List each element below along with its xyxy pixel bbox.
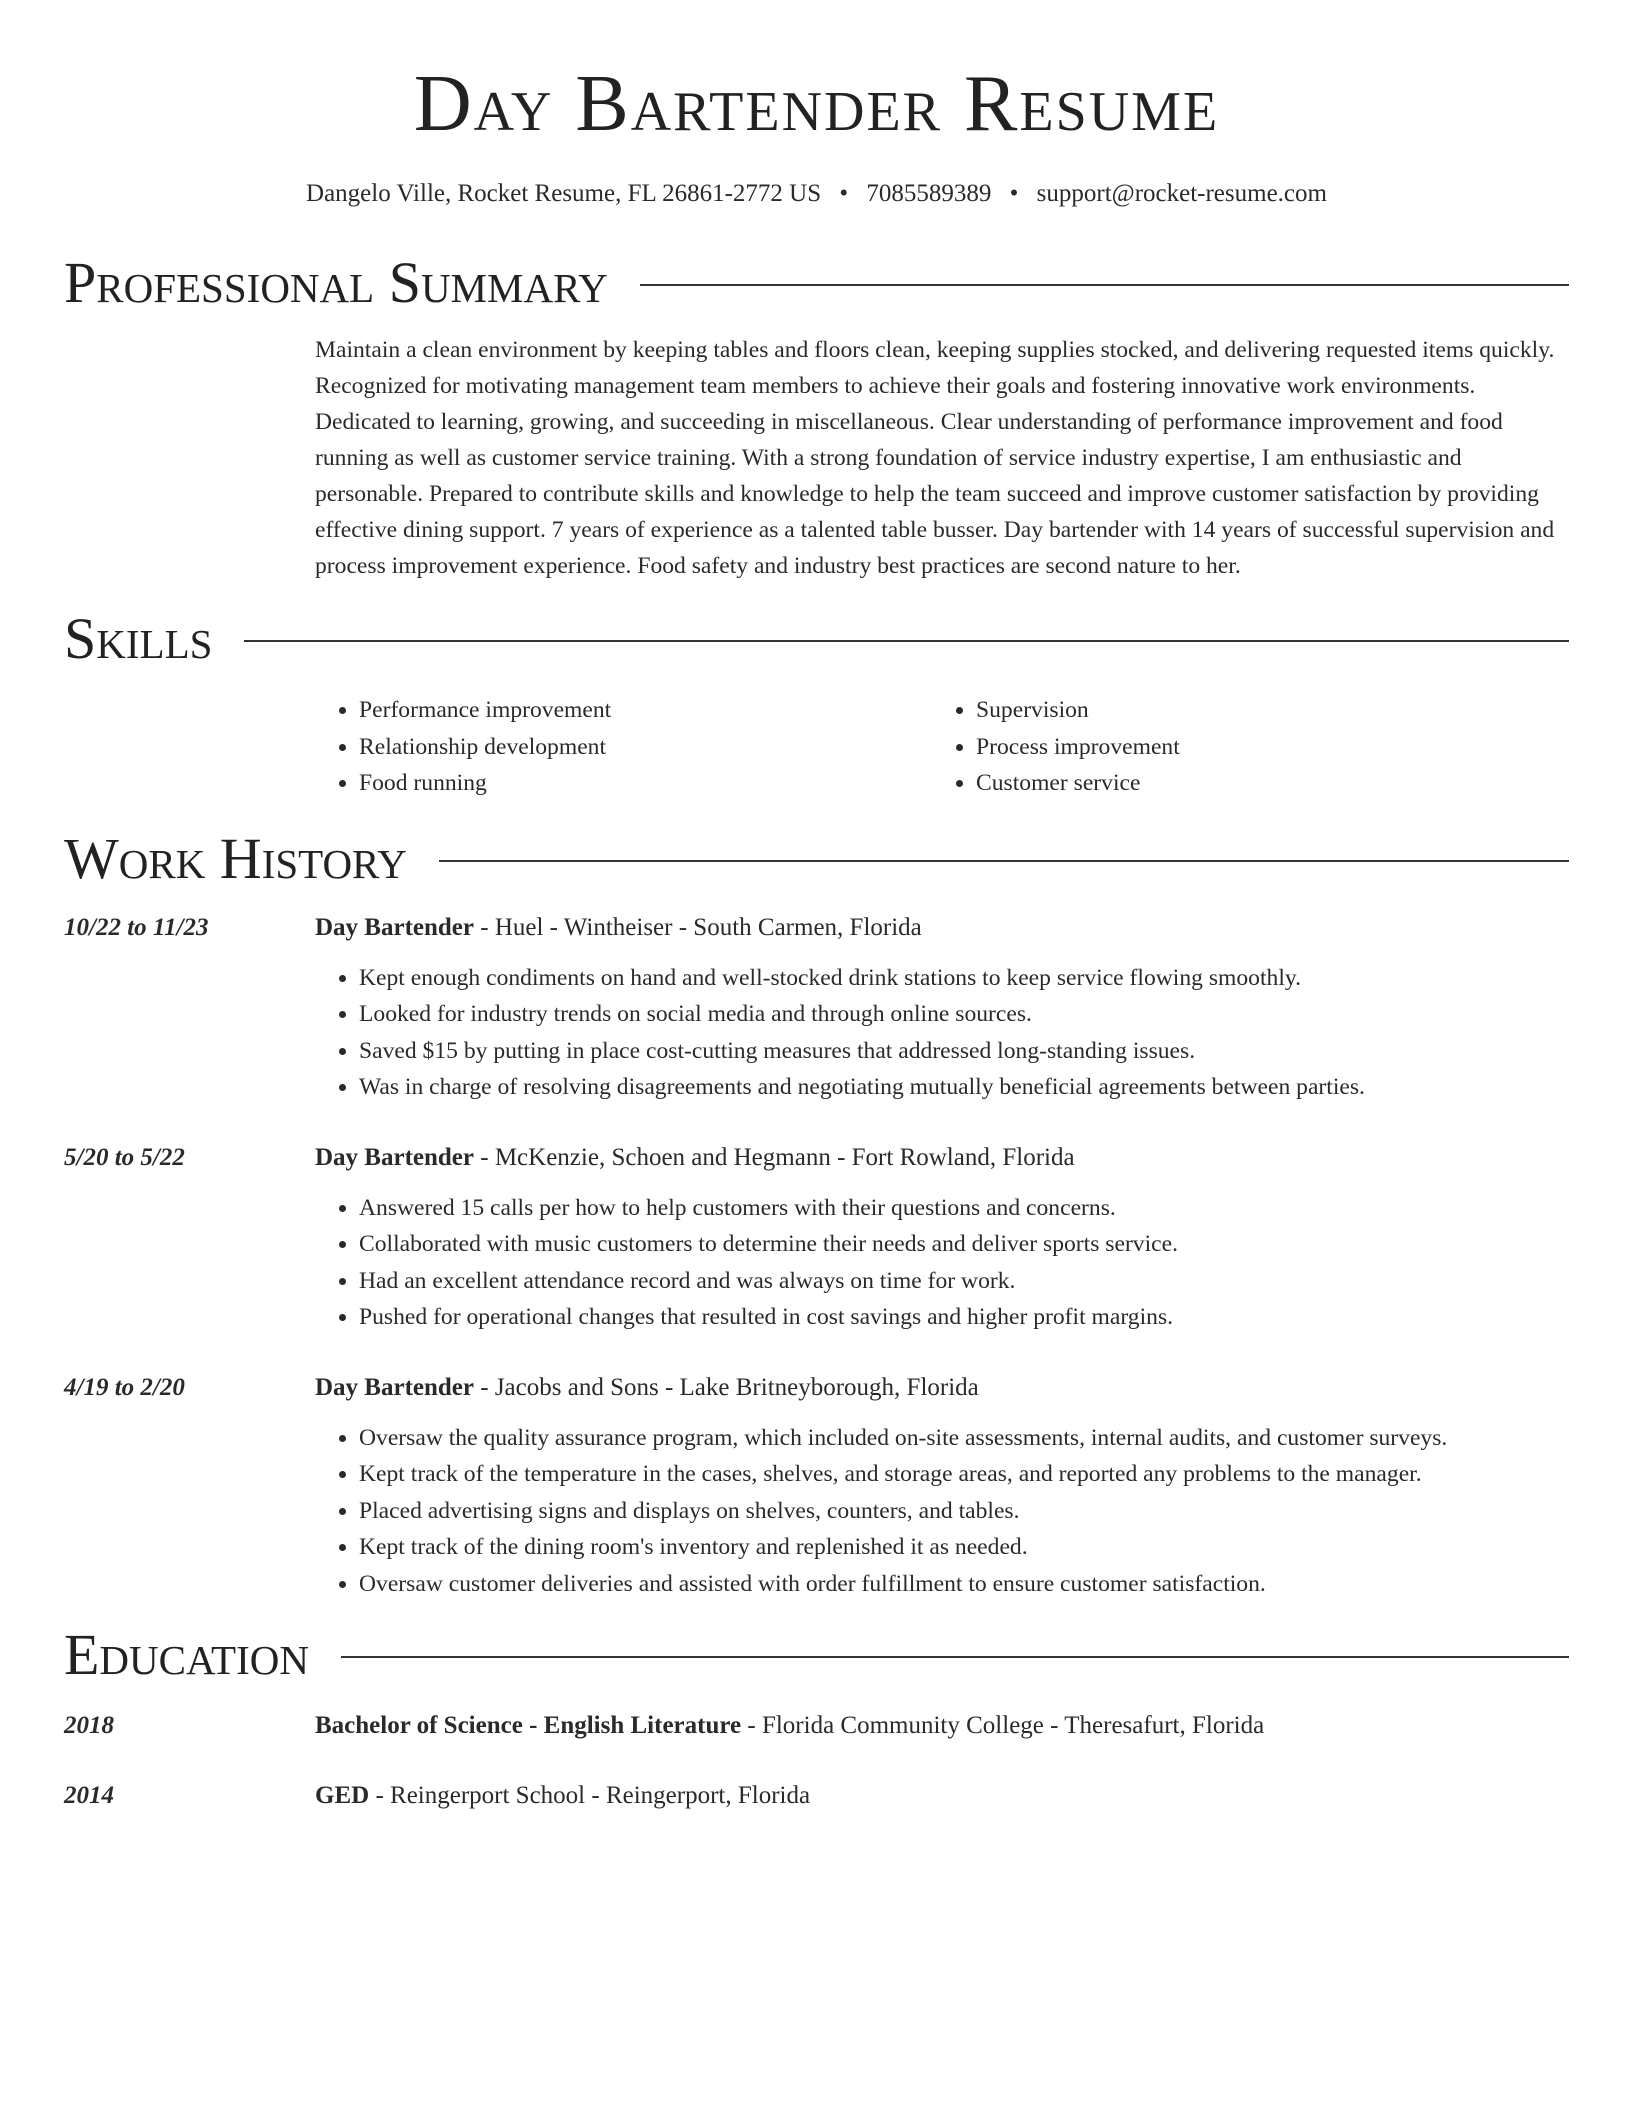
- work-history-list: [64, 910, 1569, 1603]
- job-bullets: [315, 1420, 1569, 1603]
- job-bullet: • Collaborated with music customers to determine their needs and deliver sports service.: [359, 1226, 1569, 1263]
- job-dates: 10/22 to 11/23: [64, 913, 209, 941]
- job-details: - Huel - Wintheiser - South Carmen, Florida: [474, 913, 922, 941]
- job-bullet: • Was in charge of resolving disagreements and negotiating mutually beneficial agreements between parties.: [359, 1069, 1569, 1106]
- education-heading-line: [315, 1778, 1569, 1814]
- job-details: - McKenzie, Schoen and Hegmann - Fort Rowland, Florida: [474, 1143, 1075, 1171]
- contact-email: support@rocket-resume.com: [1036, 180, 1327, 207]
- job-title: Day Bartender: [315, 1373, 474, 1401]
- resume-page: [64, 0, 1569, 1814]
- skill-item: • Process improvement: [976, 729, 1532, 766]
- job-bullet: • Looked for industry trends on social media and through online sources.: [359, 996, 1569, 1033]
- education-entry: [64, 1778, 1569, 1814]
- job-heading: [315, 910, 1569, 946]
- job-bullet: • Oversaw customer deliveries and assisted with order fulfillment to ensure customer satisfaction.: [359, 1566, 1569, 1603]
- job-heading: [315, 1370, 1569, 1406]
- job-body: [315, 1140, 1569, 1336]
- section-divider: [439, 860, 1569, 862]
- skill-item: • Relationship development: [359, 729, 932, 766]
- contact-phone: 7085589389: [866, 180, 992, 207]
- skill-item: • Supervision: [976, 692, 1532, 729]
- contact-separator: •: [839, 180, 849, 207]
- job-bullet: • Answered 15 calls per how to help customers with their questions and concerns.: [359, 1190, 1569, 1227]
- job-title: Day Bartender: [315, 1143, 474, 1171]
- education-list: [64, 1708, 1569, 1814]
- job-bullet: • Saved $15 by putting in place cost-cutting measures that addressed long-standing issues.: [359, 1033, 1569, 1070]
- education-details: - Florida Community College - Theresafurt, Florida: [741, 1712, 1265, 1739]
- job-bullets: [315, 960, 1569, 1106]
- work-heading: Work History: [64, 825, 407, 891]
- skills-heading: Skills: [64, 606, 213, 671]
- education-degree: Bachelor of Science - English Literature: [315, 1712, 742, 1739]
- job-bullet: • Pushed for operational changes that resulted in cost savings and higher profit margins.: [359, 1299, 1569, 1336]
- job-entry: [64, 1140, 1569, 1336]
- contact-line: [64, 180, 1569, 208]
- job-dates: 5/20 to 5/22: [64, 1143, 185, 1171]
- skill-item: • Food running: [359, 765, 932, 802]
- skills-column-left: [315, 692, 932, 802]
- skill-item: • Performance improvement: [359, 692, 932, 729]
- education-heading: Education: [64, 1622, 309, 1687]
- job-body: [315, 910, 1569, 1106]
- job-bullets: [315, 1190, 1569, 1336]
- job-heading: [315, 1140, 1569, 1176]
- job-entry: [64, 1370, 1569, 1603]
- education-entry: [64, 1708, 1569, 1744]
- job-bullet: • Kept enough condiments on hand and well-stocked drink stations to keep service flowing smoothly.: [359, 960, 1569, 997]
- education-section-header: [64, 1624, 1569, 1686]
- education-heading-line: [315, 1708, 1569, 1744]
- job-title: Day Bartender: [315, 913, 474, 941]
- resume-title: Day Bartender Resume: [413, 60, 1220, 148]
- section-divider: [640, 284, 1569, 286]
- education-year: 2014: [64, 1782, 114, 1809]
- education-degree: GED: [315, 1782, 370, 1809]
- education-year: 2018: [64, 1712, 114, 1739]
- summary-text: Maintain a clean environment by keeping tables and floors clean, keeping supplies stocked, and delivering requested items quickly. Recognized for motivating management team members to achieve their goals and fostering innovative work environments. Dedicated to learning, growing, and succeeding in miscellaneous. Clear understanding of performance improvement and food running as well as customer service training. With a strong foundation of service industry expertise, I am enthusiastic and personable. Prepared to contribute skills and knowledge to help the team succeed and improve customer satisfaction by providing effective dining support. 7 years of experience as a talented table busser. Day bartender with 14 years of successful supervision and process improvement experience. Food safety and industry best practices are second nature to her.: [315, 337, 1555, 579]
- education-body: [315, 1778, 1569, 1814]
- job-bullet: • Placed advertising signs and displays on shelves, counters, and tables.: [359, 1493, 1569, 1530]
- job-body: [315, 1370, 1569, 1603]
- skills-list: [315, 692, 1569, 802]
- job-bullet: • Oversaw the quality assurance program, which included on-site assessments, internal audits, and customer surveys.: [359, 1420, 1569, 1457]
- contact-address: Dangelo Ville, Rocket Resume, FL 26861-2772 US: [306, 180, 822, 207]
- summary-section-header: [64, 252, 1569, 314]
- education-details: - Reingerport School - Reingerport, Florida: [369, 1782, 811, 1809]
- section-divider: [244, 640, 1569, 642]
- job-dates: 4/19 to 2/20: [64, 1373, 185, 1401]
- education-body: [315, 1708, 1569, 1744]
- job-bullet: • Kept track of the dining room's inventory and replenished it as needed.: [359, 1529, 1569, 1566]
- skill-item: • Customer service: [976, 765, 1532, 802]
- work-section-header: [64, 825, 1569, 891]
- summary-heading: Professional Summary: [64, 250, 608, 315]
- section-divider: [341, 1656, 1569, 1658]
- contact-separator: •: [1009, 180, 1019, 207]
- job-bullet: • Kept track of the temperature in the cases, shelves, and storage areas, and reported any problems to the manager.: [359, 1456, 1569, 1493]
- job-bullet: • Had an excellent attendance record and was always on time for work.: [359, 1263, 1569, 1300]
- job-details: - Jacobs and Sons - Lake Britneyborough, Florida: [474, 1373, 979, 1401]
- job-entry: [64, 910, 1569, 1106]
- skills-section-header: [64, 608, 1569, 670]
- skills-column-right: [932, 692, 1532, 802]
